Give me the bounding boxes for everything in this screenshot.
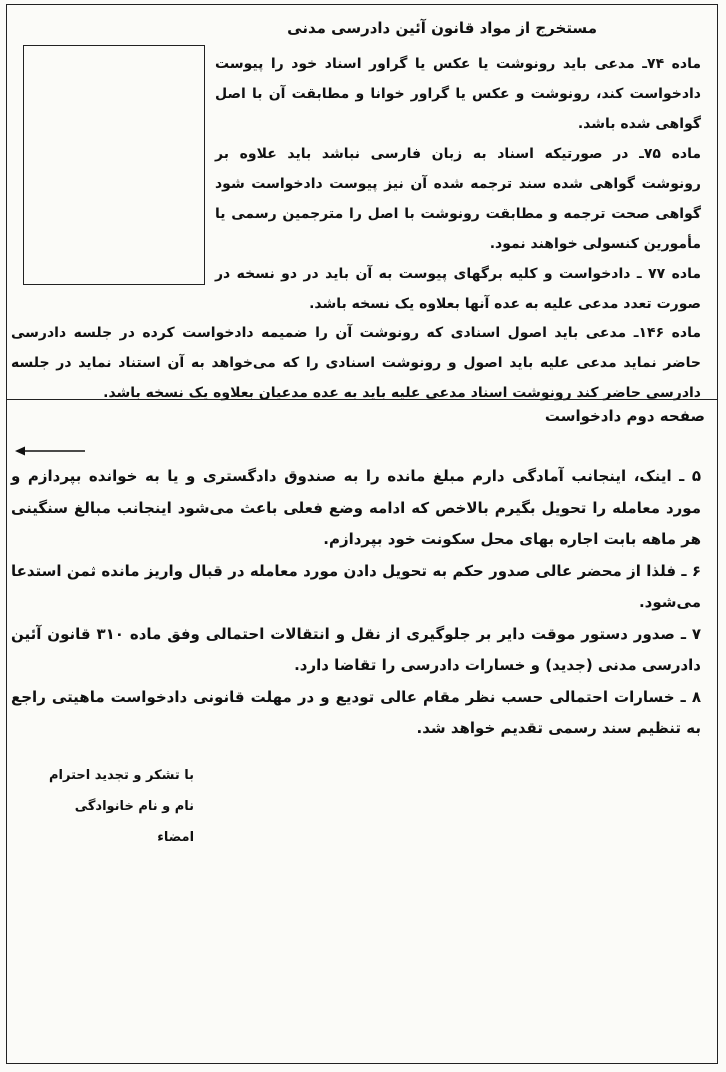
- paragraph-8: ۸ ـ خسارات احتمالی حسب نظر مقام عالی تودیع و در مهلت قانونی دادخواست ماهیتی راجع به تنظیم سند رسمی تقدیم خواهد شد.: [11, 687, 701, 737]
- closing-line: با تشکر و تجدید احترام: [49, 768, 195, 783]
- article-146: ماده ۱۴۶ـ مدعی باید اصول اسنادی که رونوشت آن را ضمیمه دادخواست کرده در جلسه دادرسی حاضر نماید مدعی علیه باید اصول و رونوشت اسنادی را که می‌خواهد به آن استناد نماید در جلسه دادرسی حاضر کند رونوشت اسناد مدعی علیه باید به عده مدعیان بعلاوه یک نسخه باشد.: [11, 325, 701, 401]
- section-divider: [7, 399, 717, 400]
- arrow-left-icon: [15, 445, 85, 457]
- signature-block: [49, 760, 194, 853]
- excerpt-articles-wide: [11, 318, 701, 408]
- petition-page: [6, 4, 718, 1064]
- signature-label: امضاء: [157, 830, 195, 845]
- article-74: ماده ۷۴ـ مدعی باید رونوشت یا عکس یا گراور اسناد خود را پیوست دادخواست کند، رونوشت و عکس یا گراور خوانا و مطابقت آن با اصل گواهی شده باشد.: [215, 56, 702, 132]
- paragraph-6: ۶ ـ فلذا از محضر عالی صدور حکم به تحویل دادن مورد معامله در قبال واریز مانده ثمن استدعا می‌شود.: [11, 561, 701, 611]
- excerpt-title: مستخرج از مواد قانون آئین دادرسی مدنی: [287, 19, 597, 37]
- page2-title: صفحه دوم دادخواست: [544, 407, 705, 425]
- article-75: ماده ۷۵ـ در صورتیکه اسناد به زبان فارسی نباشد باید علاوه بر رونوشت گواهی شده سند ترجمه شده آن نیز پیوست دادخواست شود گواهی صحت ترجمه و مطابقت رونوشت با اصل را مترجمین رسمی یا مأمورین کنسولی خواهند نمود.: [215, 146, 701, 252]
- petition-body: [11, 461, 701, 745]
- article-77: ماده ۷۷ ـ دادخواست و کلیه برگهای پیوست به آن باید در دو نسخه در صورت تعدد مدعی علیه به عده آنها بعلاوه یک نسخه باشد.: [215, 266, 702, 312]
- excerpt-articles-narrow: [215, 49, 701, 319]
- legal-excerpt-section: [7, 5, 717, 399]
- paragraph-7: ۷ ـ صدور دستور موقت دایر بر جلوگیری از نقل و انتقالات احتمالی وفق ماده ۳۱۰ قانون آئین دادرسی مدنی (جدید) و خسارات دادرسی را تقاضا دارد.: [11, 624, 701, 674]
- photo-placeholder-box: [23, 45, 205, 285]
- name-label: نام و نام خانوادگی: [74, 799, 195, 814]
- paragraph-5: ۵ ـ اینک، اینجانب آمادگی دارم مبلغ مانده را به صندوق دادگستری و یا به خوانده بپردازم و مورد معامله را تحویل بگیرم بالاخص که ادامه وضع فعلی باعث می‌شود اینجانب مبالغ سنگینی هر ماهه بابت اجاره بهای محل سکونت خود بپردازم.: [11, 467, 701, 548]
